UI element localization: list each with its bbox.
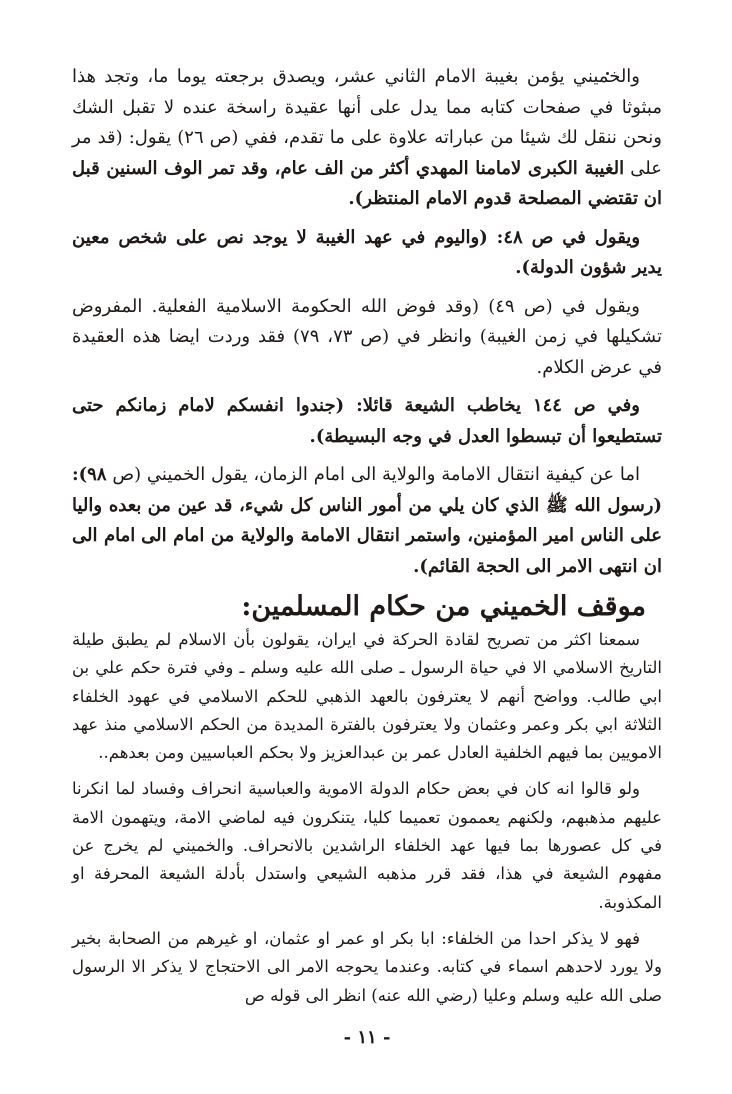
line: ويتهمون الامة في كل عصورها بما فيها عهد الخلفاء الراشدين بالانحراف. والخميني xyxy=(72,807,662,856)
line: وفي ص ١٤٤ يخاطب الشيعة قائلا: (جندوا انفسكم لامام زمانكم حتى xyxy=(72,395,640,416)
paragraph-6 xyxy=(72,626,662,767)
line: ويقول في ص ٤٨: (واليوم في عهد الغيبة لا يوجد نص على شخص معين xyxy=(72,226,641,248)
line: مبثوثا في صفحات كتابه مما يدل على أنها عقيدة راسخة عنده لا تقبل الشك ونحن xyxy=(72,96,662,148)
line: المحرفة او المكذوبة. xyxy=(72,864,662,912)
line: منذ عهد الامويين بما فيهم الخلفية العادل عمر بن عبدالعزيز ولا بحكم العباسيين xyxy=(72,714,662,763)
paragraph-2 xyxy=(72,223,662,284)
line: لا يذكر الا الرسول صلى الله عليه وسلم وعليا (رضي الله عنه) انظر الى قوله ص xyxy=(72,957,662,1005)
line: فهو لا يذكر احدا من الخلفاء: ابا بكر او عمر او عثمان، او غيرهم من xyxy=(167,928,640,948)
section-heading: موقف الخميني من حكام المسلمين: xyxy=(241,591,646,622)
line: انكرنا عليهم مذهبهم، ولكنهم يعممون تعميما كليا، يتنكرون فيه لماضي الامة، xyxy=(72,779,663,827)
line: ننقل لك شيئا من عباراته علاوة على ما تقدم، ففي (ص ٢٦) يقول: (قد مر على xyxy=(72,127,662,179)
paragraph-5 xyxy=(72,460,662,582)
line: عرض الكلام. xyxy=(536,356,633,378)
line: اما عن كيفية انتقال الامامة والولاية الى امام الزمان، يقول الخميني (ص xyxy=(112,464,640,485)
paragraph-3 xyxy=(72,292,662,384)
line: تستطيعوا أن تبسطوا العدل في وجه البسيطة). xyxy=(309,425,662,447)
line: بعده واليا على الناس امير المؤمنين، واستمر انتقال الامامة والولاية من امام الى xyxy=(72,494,662,546)
paragraph-1 xyxy=(72,62,662,215)
page-number: - ١١ - xyxy=(343,1027,391,1048)
paragraph-8 xyxy=(72,925,662,1010)
line: يدير شؤون الدولة). xyxy=(515,257,662,278)
line: تشكيلها في زمن الغيبة) وانظر في (ص ٧٣، ٧٩) فقد وردت ايضا هذه العقيدة في xyxy=(72,326,662,378)
line: ٩٨): (رسول الله ﷺ الذي كان يلي من أمور الناس كل شيء، قد عين من xyxy=(72,464,662,516)
document-page xyxy=(72,62,663,1048)
paragraph-4 xyxy=(72,391,662,452)
line: ويقول في (ص ٤٩) (وقد فوض الله الحكومة الاسلامية الفعلية. المفروض xyxy=(72,295,640,317)
line: علي بن ابي طالب. وواضح أنهم لا يعترفون بالعهد الذهبي للحكم الاسلامي في عهود xyxy=(72,658,662,706)
line: تقتضي المصلحة قدوم الامام المنتظر). xyxy=(348,188,639,209)
line: الخلفاء الثلاثة ابي بكر وعمر وعثمان ولا يعترفون بالفترة المديدة من الحكم الاسلامي xyxy=(72,686,662,734)
line: سمعنا اكثر من تصريح لقادة الحركة في ايران، يقولون بأن الاسلام لم يطبق xyxy=(111,630,640,649)
line: طيلة التاريخ الاسلامي الا في حياة الرسول ـ صلى الله عليه وسلم ـ وفي فترة حكم xyxy=(72,630,662,678)
line: ومن بعدهم.. xyxy=(98,743,185,763)
line: امام الى ان انتهى الامر الى الحجة القائم). xyxy=(72,525,662,577)
line: الغيبة الكبرى لامامنا المهدي أكثر من الف عام، وقد تمر الوف السنين قبل ان xyxy=(72,157,662,209)
paragraph-7 xyxy=(72,775,662,916)
line: الصحابة بخير ولا يورد لاحدهم اسماء في كتابه. وعندما يحوجه الامر الى الاحتجاج xyxy=(72,928,663,977)
line: لم يخرج عن مفهوم الشيعة في هذا، فقد قرر مذهبه الشيعي واستدل بأدلة الشيعة xyxy=(72,836,662,884)
line: والخميني يؤمن بغيبة الامام الثاني عشر، ويصدق برجعته يوما ما، وتجد هذا xyxy=(72,66,640,87)
line: ولو قالوا انه كان في بعض حكام الدولة الاموية والعباسية انحراف وفساد لما xyxy=(115,779,641,799)
